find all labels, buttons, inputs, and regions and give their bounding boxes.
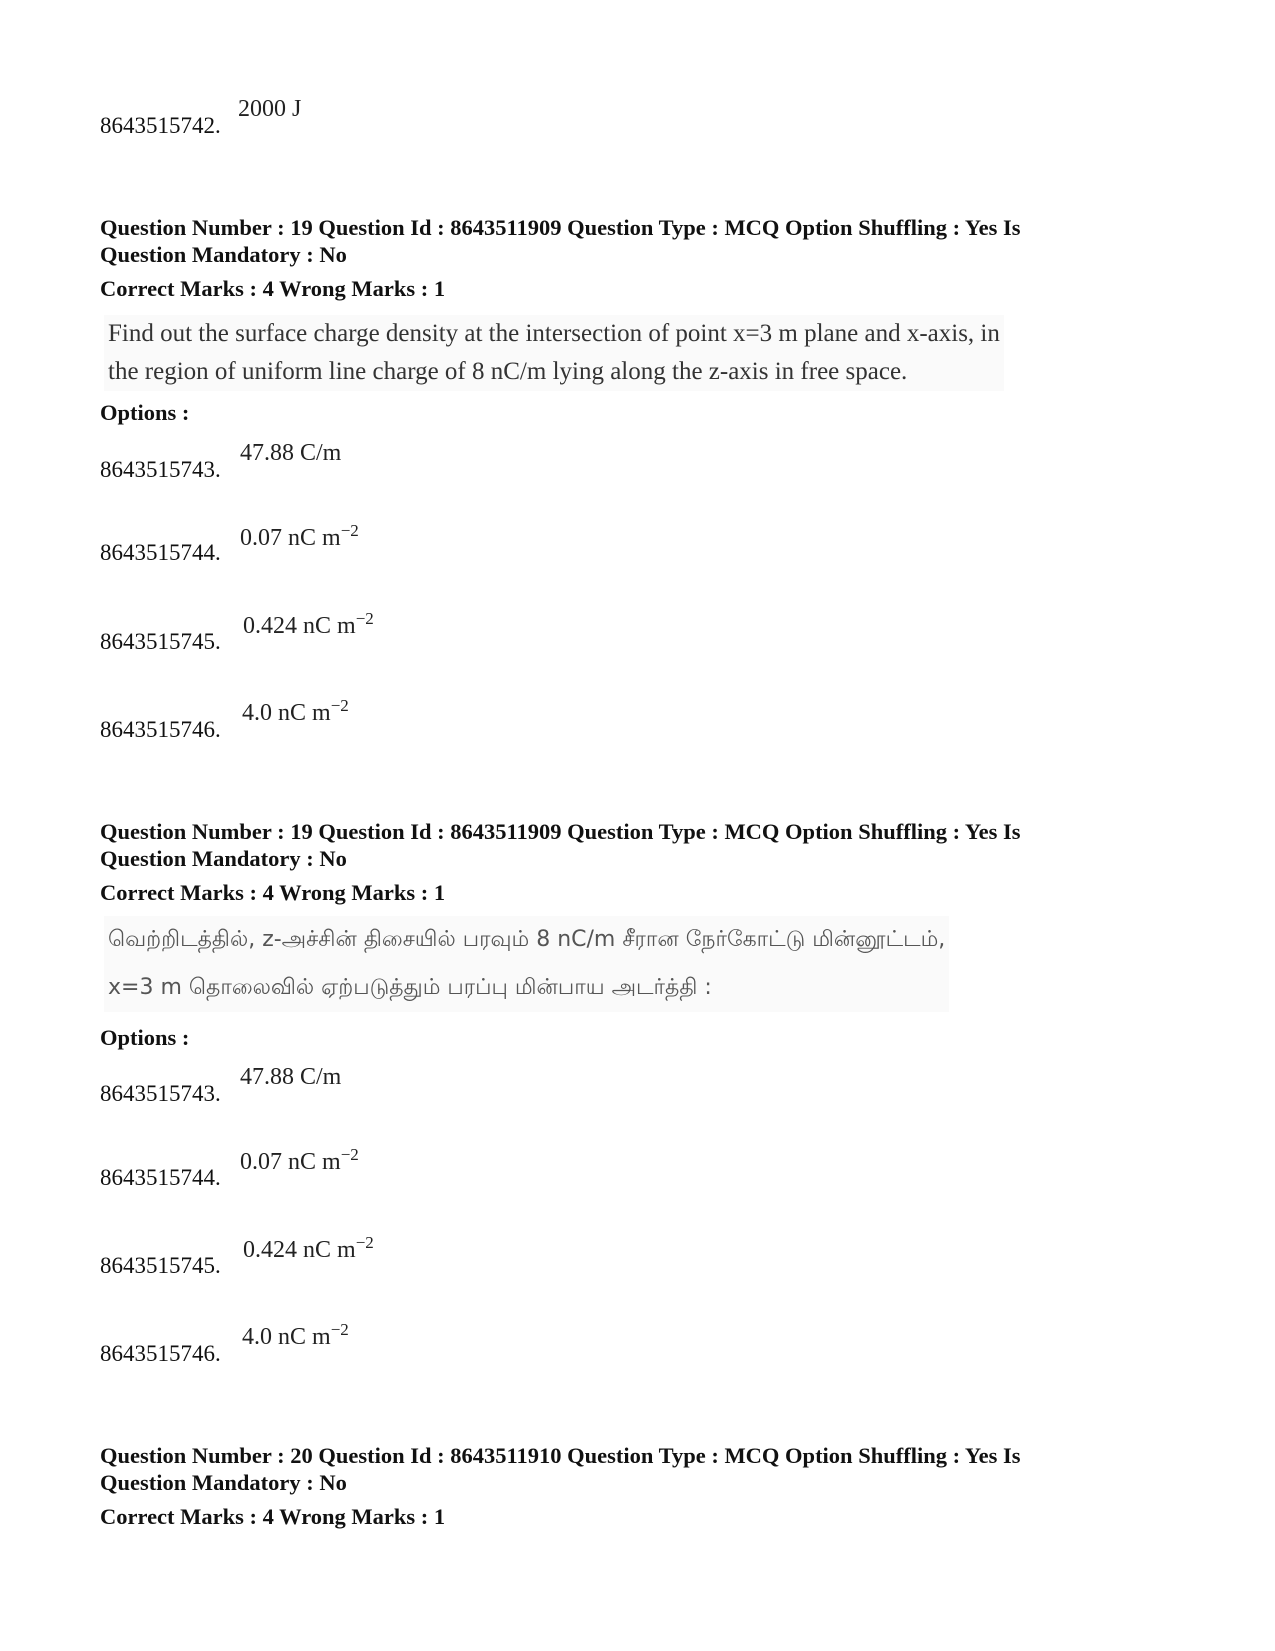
- question-marks: Correct Marks : 4 Wrong Marks : 1: [100, 1504, 446, 1529]
- question-header-line2: Question Mandatory : No: [100, 242, 347, 267]
- question-text-line2: x=3 m தொலைவில் ஏற்படுத்தும் பரப்பு மின்பாய அடர்த்தி :: [108, 975, 712, 1000]
- question-text-line1: Find out the surface charge density at the intersection of point x=3 m plane and x-axis, in: [108, 320, 1000, 347]
- option-exponent: −2: [330, 696, 349, 715]
- question-header: [100, 818, 1021, 872]
- option-id: 8643515745.: [100, 629, 221, 654]
- option-id: 8643515743.: [100, 457, 221, 482]
- option-id: 8643515744.: [100, 1165, 221, 1190]
- option-value: 4.0 nC $m^{-2}$: [242, 696, 349, 726]
- option-value: 47.88 C/m: [240, 1064, 342, 1090]
- option-value: 0.07 nC $m^{-2}$: [240, 521, 359, 551]
- option-id: 8643515746.: [100, 717, 221, 742]
- option-exponent: −2: [340, 521, 359, 540]
- option-value: 0.424 nC $m^{-2}$: [243, 609, 374, 639]
- option-id: 8643515746.: [100, 1341, 221, 1366]
- option-id: 8643515742.: [100, 113, 221, 138]
- option-exponent: −2: [355, 1233, 374, 1252]
- question-header-line1: Question Number : 19 Question Id : 8643511909 Question Type : MCQ Option Shuffling : Yes Is: [100, 215, 1021, 240]
- option-exponent: −2: [340, 1145, 359, 1164]
- option-id: 8643515743.: [100, 1081, 221, 1106]
- question-header-line1: Question Number : 19 Question Id : 8643511909 Question Type : MCQ Option Shuffling : Yes Is: [100, 819, 1021, 844]
- option-value: 0.424 nC $m^{-2}$: [243, 1233, 374, 1263]
- option-id: 8643515744.: [100, 540, 221, 565]
- option-id: 8643515745.: [100, 1253, 221, 1278]
- options-label: Options :: [100, 1025, 190, 1050]
- question-text: [104, 315, 1004, 391]
- question-text-line2: the region of uniform line charge of 8 nC/m lying along the z-axis in free space.: [108, 358, 908, 385]
- question-marks: Correct Marks : 4 Wrong Marks : 1: [100, 276, 446, 301]
- options-label: Options :: [100, 400, 190, 425]
- question-marks: Correct Marks : 4 Wrong Marks : 1: [100, 880, 446, 905]
- option-exponent: −2: [355, 609, 374, 628]
- option-value: 47.88 C/m: [240, 440, 342, 466]
- question-header: [100, 1442, 1021, 1496]
- question-header-line2: Question Mandatory : No: [100, 846, 347, 871]
- option-value: 4.0 nC $m^{-2}$: [242, 1320, 349, 1350]
- question-text-line1: வெற்றிடத்தில், z-அச்சின் திசையில் பரவும் 8 nC/m சீரான நேர்கோட்டு மின்னூட்டம்,: [108, 927, 946, 952]
- option-value: 0.07 nC $m^{-2}$: [240, 1145, 359, 1175]
- option-value: 2000 J: [238, 96, 302, 122]
- question-header-line1: Question Number : 20 Question Id : 8643511910 Question Type : MCQ Option Shuffling : Yes Is: [100, 1443, 1021, 1468]
- question-header-line2: Question Mandatory : No: [100, 1470, 347, 1495]
- question-header: [100, 214, 1021, 268]
- option-exponent: −2: [330, 1320, 349, 1339]
- question-text: [104, 916, 949, 1012]
